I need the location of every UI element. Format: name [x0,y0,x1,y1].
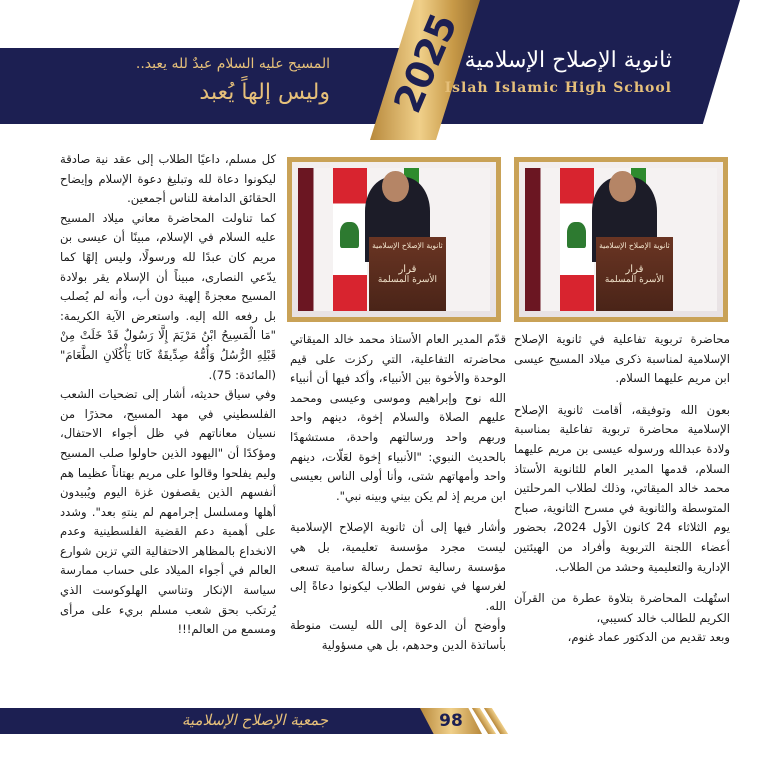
year-label: 2025 [385,8,466,120]
podium-text-3: الأسرة المسلمة [604,274,665,285]
article-paragraph: بعون الله وتوفيقه، أقامت ثانوية الإصلاح الإسلامية محاضرة تربوية تفاعلية بمناسبة ولادة عبدالله ورسوله عيسى بن مريم عليهما السلام، قدمها المدير العام للثانوية الأستاذ محمد خالد الميقاتي، وذلك لطلاب المرحلتين المتوسطة والثانوية في مسرح الثانوية، صباح يوم الثلاثاء 24 كانون الأول 2024، بحضور أعضاء اللجنة التربوية وأفراد من الهيئتين الإدارية والتعليمية وحشد من الطلاب. [514,402,730,574]
podium-text-1: ثانوية الإصلاح الإسلامية [599,240,670,250]
article-paragraph: محاضرة تربوية تفاعلية في ثانوية الإصلاح الإسلامية لمناسبة ذكرى ميلاد المسيح عيسى ابن مريم عليهما السلام. [514,332,730,386]
podium-text-2: قرار [625,263,644,275]
article-paragraph: وبعد تقديم من الدكتور عماد غنوم، [567,630,730,645]
article-paragraph: قدّم المدير العام الأستاذ محمد خالد الميقاتي محاضرته التفاعلية، التي ركزت على قيم الوحدة والأخوة بين الأنبياء، وأكد فيها أن أنبياء الله نوح وإبراهيم وموسى وعيسى ومحمد عليهم الصلاة والسلام إخوة، دينهم واحد وربهم واحد ورسالتهم واحدة، مستشهدًا بالحديث النبوي: "الأنبياء إخوة لعَلّات، دينهم واحد وأمهاتهم شتى، وأنا أولى الناس بعيسى ابن مريم إذ لم يكن بيني وبينه نبي". [290,332,506,503]
article-paragraph: وأوضح أن الدعوة إلى الله ليست منوطة بأساتذة الدين وحدهم، بل هي مسؤولية [290,618,506,652]
slogan-line-1: المسيح عليه السلام عبدٌ لله يعبد.. [135,56,330,72]
footer-org-name: جمعية الإصلاح الإسلامية [181,711,329,729]
cedar-emblem [567,222,586,248]
school-logo-english: Islah Islamic High School [444,80,672,96]
article-column-middle [290,330,506,656]
photo-speaker-meekati [287,157,501,322]
podium-text-2: قرار [398,263,417,275]
podium-text-1: ثانوية الإصلاح الإسلامية [372,240,443,250]
article-column-right [514,330,730,648]
article-paragraph: وفي سياق حديثه، أشار إلى تضحيات الشعب الفلسطيني في مهد المسيح، محذرًا من نسيان معاناتهم في ظل أجواء الاحتفال، ومؤكدًا أن "اليهود الذين حاولوا صلب المسيح وليم يفلحوا وقالوا على مريم بهتاناً عظيما هم أنفسهم الذين يقصفون غزة اليوم ويُبيدون أهلها ومسلسل إجرامهم لم ينتهِ بعد". وشدد على أهمية دعم القضية الفلسطينية وعدم الانخداع بالمظاهر الاحتفالية التي تزين شوارع العالم في أجواء الميلاد على حساب ممارسة سياسة الإنكار وتناسي الهلوكوست الذي يُرتكب بحق شعب مسلم بريء على مرأى ومسمع من العالم!!! [60,387,276,637]
photo-speaker-ghannoum [514,157,728,322]
podium [596,237,673,311]
article-paragraph: وأشار فيها إلى أن ثانوية الإصلاح الإسلامية ليست مجرد مؤسسة تعليمية، بل هي مؤسسة رسالية تحمل رسالة سامية تسعى لغرسها في نفوس الطلاب ليكونوا دعاةً إلى الله. [290,520,506,613]
podium [369,237,446,311]
article-paragraph: استُهلت المحاضرة بتلاوة عطرة من القرآن الكريم للطالب خالد كسيبي، [514,591,730,625]
article-column-left [60,150,276,640]
article-paragraph: كما تناولت المحاضرة معاني ميلاد المسيح عليه السلام في الإسلام، مبينًا أن عيسى بن مريم كان عبدًا لله ورسولًا، وليس إلهًا كما يدّعي النصارى، مبيناً أن الإسلام يقر بولادة المسيح معجزةً إلهية دون أب، وأنه لم يُصلب بل رفعه الله إليه. واستعرض الآية الكريمة: "مَا الْمَسِيحُ ابْنُ مَرْيَمَ إِلَّا رَسُولٌ قَدْ خَلَتْ مِنْ قَبْلِهِ الرُّسُلُ وَأُمُّهُ صِدِّيقَةٌ كَانَا يَأْكُلَانِ الطَّعَامَ" (المائدة: 75). [60,210,276,382]
slogan-line-2: وليس إلهاً يُعبد [199,80,330,105]
page-header [0,0,768,140]
article-paragraph: كل مسلم، داعيًا الطلاب إلى عقد نية صادقة ليكونوا دعاة لله وتبليغ دعوة الإسلام وإيضاح الحقائق الدامغة للناس أجمعين. [60,152,276,206]
school-logo-arabic: ثانوية الإصلاح الإسلامية [464,48,672,73]
podium-text-3: الأسرة المسلمة [377,274,438,285]
cedar-emblem [340,222,359,248]
page-number: 98 [439,711,463,731]
